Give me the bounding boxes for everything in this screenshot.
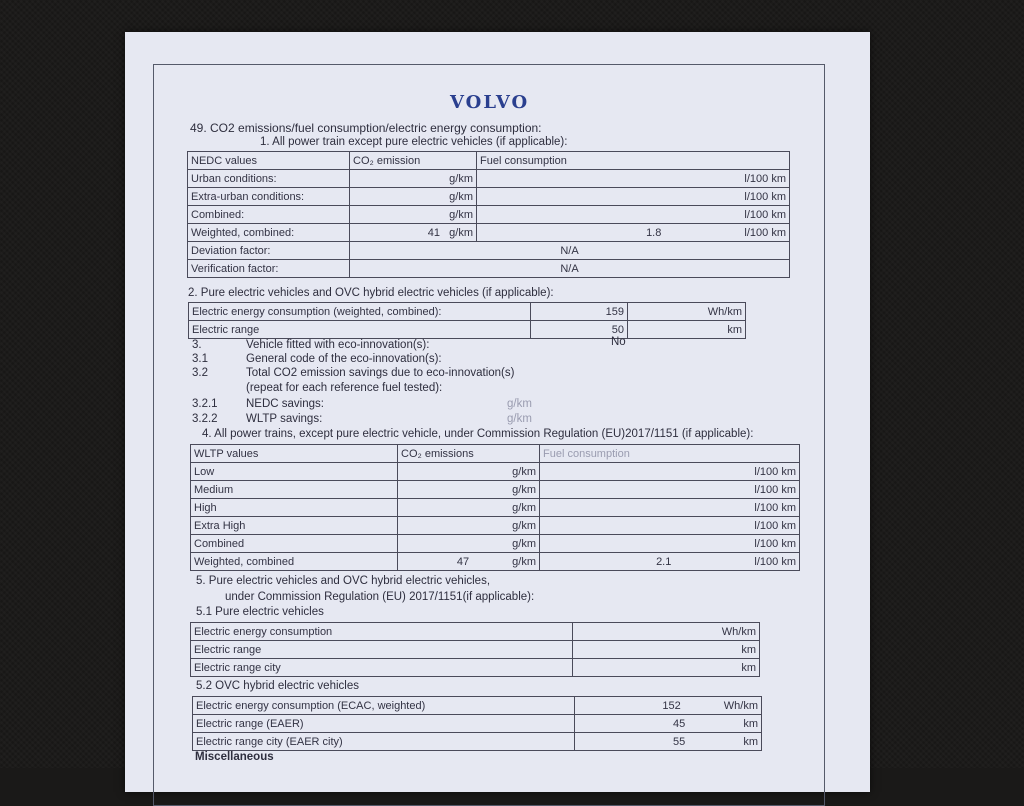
s3-text: Vehicle fitted with eco-innovation(s): xyxy=(246,339,430,351)
value-cell: km xyxy=(573,659,760,677)
table-row xyxy=(193,733,762,751)
volvo-logo: VOLVO xyxy=(450,92,530,113)
fuel-cell: l/100 km xyxy=(540,463,800,481)
table-row xyxy=(188,224,790,242)
electric-table xyxy=(188,302,746,339)
row-label: Weighted, combined: xyxy=(188,224,350,242)
verification-value: N/A xyxy=(350,260,790,278)
s3-num: 3.2.1 xyxy=(192,398,218,410)
table-header-row xyxy=(188,152,790,170)
header-nedc: NEDC values xyxy=(188,152,350,170)
nedc-savings-unit: g/km xyxy=(507,398,532,410)
fuel-cell: l/100 km xyxy=(477,206,790,224)
table-row xyxy=(191,535,800,553)
row-label: Electric energy consumption xyxy=(191,623,573,641)
document-page xyxy=(125,32,870,792)
s3-text: NEDC savings: xyxy=(246,398,324,410)
fuel-cell: l/100 km xyxy=(540,517,800,535)
value-cell: Wh/km xyxy=(573,623,760,641)
fuel-cell: l/100 km xyxy=(477,188,790,206)
fuel-cell: l/100 km xyxy=(540,499,800,517)
value-cell: 50 xyxy=(531,321,628,339)
value-cell: 159 xyxy=(531,303,628,321)
fuel-cell: l/100 km xyxy=(540,481,800,499)
nedc-table xyxy=(187,151,790,278)
wltp-table xyxy=(190,444,800,571)
co2-cell: g/km xyxy=(398,535,540,553)
table-row xyxy=(193,715,762,733)
section-5-title-2: under Commission Regulation (EU) 2017/1151(if applicable): xyxy=(225,591,535,603)
value-cell: 152 Wh/km xyxy=(575,697,762,715)
co2-cell: 47 g/km xyxy=(398,553,540,571)
header-fuel: Fuel consumption xyxy=(477,152,790,170)
header-co2: CO₂ emission xyxy=(350,152,477,170)
section-2-title: 2. Pure electric vehicles and OVC hybrid electric vehicles (if applicable): xyxy=(188,287,554,299)
table-row xyxy=(191,553,800,571)
section-4-title: 4. All power trains, except pure electric vehicle, under Commission Regulation (EU)2017/1151 (if applicable): xyxy=(202,428,754,440)
miscellaneous-heading: Miscellaneous xyxy=(195,751,274,763)
ovc-hybrid-table xyxy=(192,696,762,751)
co2-cell: 41 g/km xyxy=(350,224,477,242)
table-row xyxy=(189,303,746,321)
row-label: Medium xyxy=(191,481,398,499)
s3-text: WLTP savings: xyxy=(246,413,323,425)
header-fuel: Fuel consumption xyxy=(540,445,800,463)
header-wltp: WLTP values xyxy=(191,445,398,463)
section-5-title: 5. Pure electric vehicles and OVC hybrid electric vehicles, xyxy=(196,575,491,587)
row-label: Electric energy consumption (weighted, combined): xyxy=(189,303,531,321)
unit-cell: Wh/km xyxy=(628,303,746,321)
fuel-cell: 2.1 l/100 km xyxy=(540,553,800,571)
row-label: Electric range city (EAER city) xyxy=(193,733,575,751)
row-label: High xyxy=(191,499,398,517)
deviation-value: N/A xyxy=(350,242,790,260)
section-5-1-title: 5.1 Pure electric vehicles xyxy=(196,606,324,618)
section-1-title: 1. All power train except pure electric vehicles (if applicable): xyxy=(260,136,568,148)
table-row xyxy=(188,206,790,224)
table-row xyxy=(191,623,760,641)
co2-cell: g/km xyxy=(350,170,477,188)
row-label: Combined xyxy=(191,535,398,553)
section-5-2-title: 5.2 OVC hybrid electric vehicles xyxy=(196,680,359,692)
table-row xyxy=(191,641,760,659)
value-cell: 55 km xyxy=(575,733,762,751)
co2-cell: g/km xyxy=(398,463,540,481)
header-co2: CO₂ emissions xyxy=(398,445,540,463)
co2-cell: g/km xyxy=(350,188,477,206)
section-heading: 49. CO2 emissions/fuel consumption/electric energy consumption: xyxy=(190,121,542,135)
s3-text: General code of the eco-innovation(s): xyxy=(246,353,442,365)
row-label: Extra High xyxy=(191,517,398,535)
row-label: Extra-urban conditions: xyxy=(188,188,350,206)
row-label: Combined: xyxy=(188,206,350,224)
row-label: Electric range city xyxy=(191,659,573,677)
wltp-savings-unit: g/km xyxy=(507,413,532,425)
row-label: Deviation factor: xyxy=(188,242,350,260)
table-row xyxy=(188,260,790,278)
s3-text: (repeat for each reference fuel tested): xyxy=(246,382,443,394)
value-cell: 45 km xyxy=(575,715,762,733)
table-header-row xyxy=(191,445,800,463)
table-row xyxy=(191,499,800,517)
co2-cell: g/km xyxy=(398,481,540,499)
row-label: Weighted, combined xyxy=(191,553,398,571)
s3-num: 3.1 xyxy=(192,353,208,365)
table-row xyxy=(191,463,800,481)
table-row xyxy=(191,517,800,535)
row-label: Electric range xyxy=(189,321,531,339)
row-label: Electric range (EAER) xyxy=(193,715,575,733)
row-label: Low xyxy=(191,463,398,481)
s3-text: Total CO2 emission savings due to eco-innovation(s) xyxy=(246,367,515,379)
row-label: Electric range xyxy=(191,641,573,659)
table-row xyxy=(188,242,790,260)
s3-num: 3.2 xyxy=(192,367,208,379)
row-label: Verification factor: xyxy=(188,260,350,278)
table-row xyxy=(188,188,790,206)
value-cell: km xyxy=(573,641,760,659)
co2-cell: g/km xyxy=(350,206,477,224)
co2-cell: g/km xyxy=(398,517,540,535)
row-label: Electric energy consumption (ECAC, weighted) xyxy=(193,697,575,715)
table-row xyxy=(191,481,800,499)
fuel-cell: l/100 km xyxy=(477,170,790,188)
co2-cell: g/km xyxy=(398,499,540,517)
fuel-cell: 1.8 l/100 km xyxy=(477,224,790,242)
unit-cell: km xyxy=(628,321,746,339)
s3-num: 3. xyxy=(192,339,202,351)
table-row xyxy=(189,321,746,339)
table-row xyxy=(188,170,790,188)
pure-electric-table xyxy=(190,622,760,677)
row-label: Urban conditions: xyxy=(188,170,350,188)
table-row xyxy=(191,659,760,677)
s3-num: 3.2.2 xyxy=(192,413,218,425)
table-row xyxy=(193,697,762,715)
eco-innovation-value: No xyxy=(611,336,626,348)
fuel-cell: l/100 km xyxy=(540,535,800,553)
